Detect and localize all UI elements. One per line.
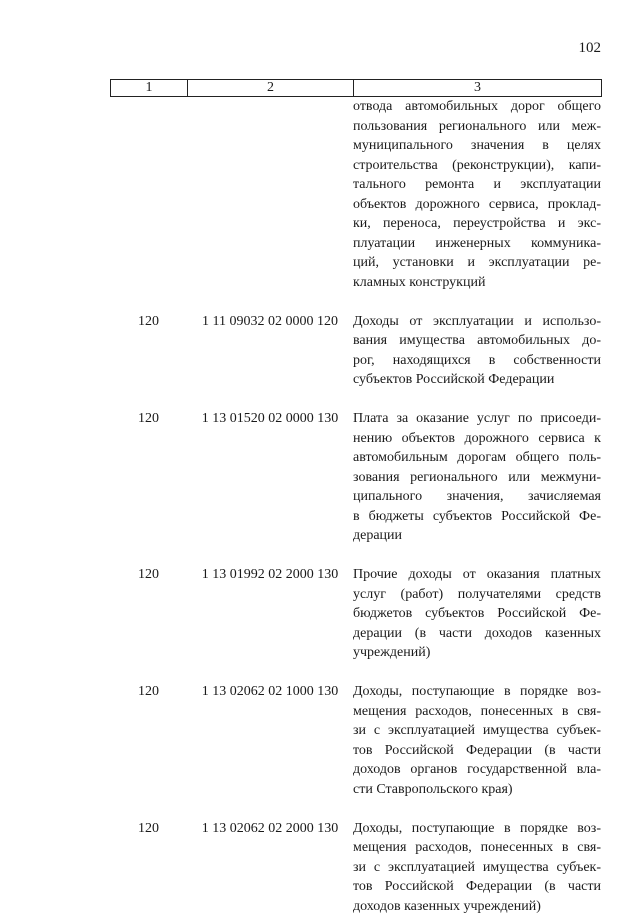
description-line: доходов казенных учреждений) bbox=[353, 897, 601, 916]
description-line: объектов дорожного сервиса, проклад- bbox=[353, 195, 601, 215]
admin-code-cell: 120 bbox=[110, 682, 187, 799]
description-line: зи с эксплуатацией имущества субъек- bbox=[353, 858, 601, 878]
description-cell bbox=[353, 409, 601, 546]
table-header bbox=[110, 79, 602, 97]
description-line: Плата за оказание услуг по присоеди- bbox=[353, 409, 601, 429]
admin-code-cell: 120 bbox=[110, 312, 187, 390]
description-line: ки, переноса, переустройства и экс- bbox=[353, 214, 601, 234]
description-line: в бюджеты субъектов Российской Фе- bbox=[353, 507, 601, 527]
description-line: пользования регионального или меж- bbox=[353, 117, 601, 137]
description-line: строительства (реконструкции), капи- bbox=[353, 156, 601, 176]
description-line: тов Российской Федерации (в части bbox=[353, 741, 601, 761]
description-line: мещения расходов, понесенных в свя- bbox=[353, 838, 601, 858]
revenue-code-cell: 1 13 01520 02 0000 130 bbox=[187, 409, 353, 546]
row-spacer bbox=[110, 663, 601, 683]
table-body bbox=[110, 97, 601, 916]
description-line: плуатации инженерных коммуника- bbox=[353, 234, 601, 254]
table-row bbox=[110, 409, 601, 546]
description-line: доходов органов государственной вла- bbox=[353, 760, 601, 780]
description-cell bbox=[353, 819, 601, 916]
description-line: бюджетов субъектов Российской Фе- bbox=[353, 604, 601, 624]
description-cell bbox=[353, 682, 601, 799]
admin-code-cell: 120 bbox=[110, 565, 187, 663]
description-line: тального ремонта и эксплуатации bbox=[353, 175, 601, 195]
description-cell bbox=[353, 97, 601, 292]
admin-code-cell: 120 bbox=[110, 409, 187, 546]
revenue-code-cell: 1 13 01992 02 2000 130 bbox=[187, 565, 353, 663]
row-spacer bbox=[110, 390, 601, 410]
header-col-3: 3 bbox=[354, 80, 602, 97]
row-spacer bbox=[110, 799, 601, 819]
description-line: рог, находящихся в собственности bbox=[353, 351, 601, 371]
row-spacer bbox=[110, 292, 601, 312]
description-line: Прочие доходы от оказания платных bbox=[353, 565, 601, 585]
description-line: Доходы, поступающие в порядке воз- bbox=[353, 682, 601, 702]
description-line: зи с эксплуатацией имущества субъек- bbox=[353, 721, 601, 741]
description-line: кламных конструкций bbox=[353, 273, 601, 293]
description-line: нению объектов дорожного сервиса к bbox=[353, 429, 601, 449]
description-line: Доходы от эксплуатации и использо- bbox=[353, 312, 601, 332]
description-line: вания имущества автомобильных до- bbox=[353, 331, 601, 351]
description-line: автомобильным дорогам общего поль- bbox=[353, 448, 601, 468]
table-row bbox=[110, 312, 601, 390]
description-line: субъектов Российской Федерации bbox=[353, 370, 601, 390]
description-line: услуг (работ) получателями средств bbox=[353, 585, 601, 605]
admin-code-cell: 120 bbox=[110, 819, 187, 916]
revenue-code-cell: 1 13 02062 02 1000 130 bbox=[187, 682, 353, 799]
description-cell bbox=[353, 565, 601, 663]
table-row bbox=[110, 565, 601, 663]
table-row bbox=[110, 682, 601, 799]
admin-code-cell bbox=[110, 97, 187, 292]
description-line: муниципального значения в целях bbox=[353, 136, 601, 156]
description-line: сти Ставропольского края) bbox=[353, 780, 601, 800]
table-row-continuation bbox=[110, 97, 601, 292]
table-row bbox=[110, 819, 601, 916]
header-col-1: 1 bbox=[111, 80, 188, 97]
revenue-code-cell: 1 11 09032 02 0000 120 bbox=[187, 312, 353, 390]
row-spacer bbox=[110, 546, 601, 566]
description-line: дерации (в части доходов казенных bbox=[353, 624, 601, 644]
description-line: ций, установки и эксплуатации ре- bbox=[353, 253, 601, 273]
description-line: отвода автомобильных дорог общего bbox=[353, 97, 601, 117]
description-line: ципального значения, зачисляемая bbox=[353, 487, 601, 507]
header-col-2: 2 bbox=[188, 80, 354, 97]
description-line: зования регионального или межмуни- bbox=[353, 468, 601, 488]
revenue-code-cell: 1 13 02062 02 2000 130 bbox=[187, 819, 353, 916]
description-line: тов Российской Федерации (в части bbox=[353, 877, 601, 897]
description-line: дерации bbox=[353, 526, 601, 546]
page-number: 102 bbox=[579, 40, 602, 57]
description-cell bbox=[353, 312, 601, 390]
description-line: мещения расходов, понесенных в свя- bbox=[353, 702, 601, 722]
revenue-code-cell bbox=[187, 97, 353, 292]
description-line: учреждений) bbox=[353, 643, 601, 663]
description-line: Доходы, поступающие в порядке воз- bbox=[353, 819, 601, 839]
